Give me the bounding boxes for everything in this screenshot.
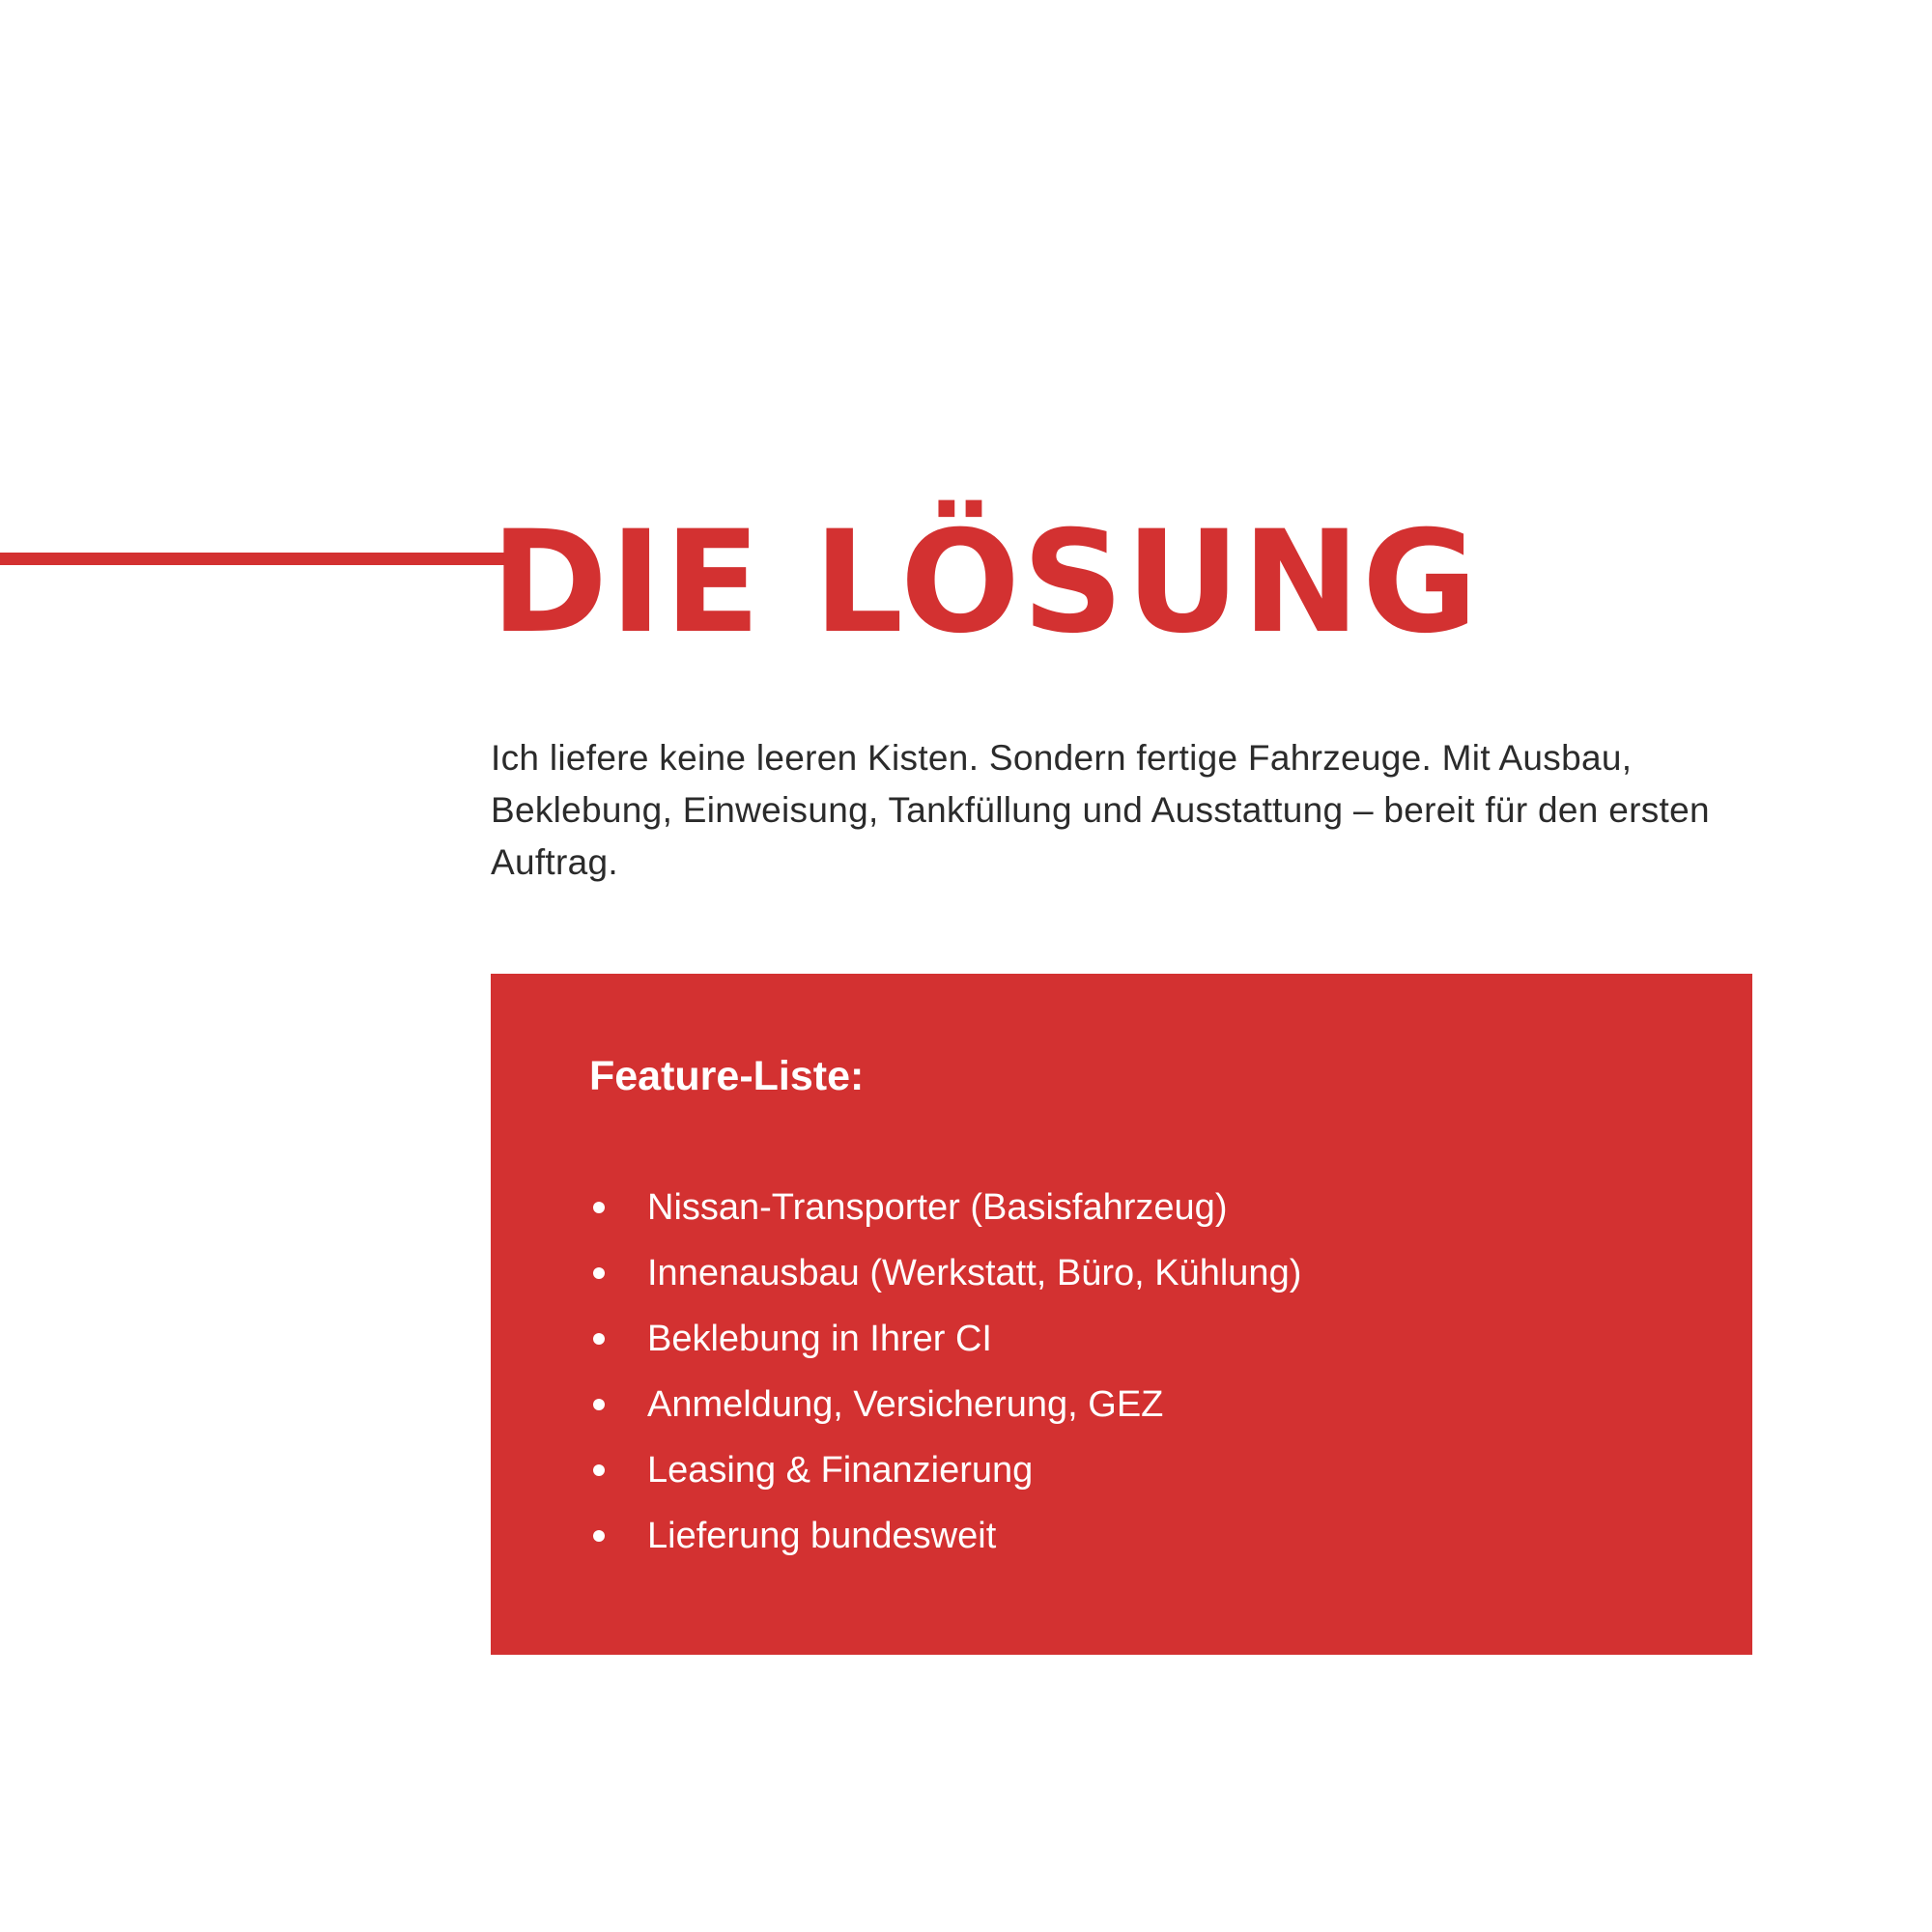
bullet-icon xyxy=(593,1267,605,1279)
list-item-label: Anmeldung, Versicherung, GEZ xyxy=(647,1384,1164,1425)
bullet-icon xyxy=(593,1530,605,1542)
bullet-icon xyxy=(593,1464,605,1476)
feature-list xyxy=(589,1175,1301,1569)
list-item-label: Innenausbau (Werkstatt, Büro, Kühlung) xyxy=(647,1253,1302,1293)
list-item-label: Lieferung bundesweit xyxy=(647,1516,997,1556)
list-item xyxy=(589,1240,1301,1306)
accent-line xyxy=(0,553,526,565)
list-item-label: Leasing & Finanzierung xyxy=(647,1450,1034,1491)
feature-heading: Feature-Liste: xyxy=(589,1053,865,1099)
list-item xyxy=(589,1372,1301,1437)
bullet-icon xyxy=(593,1399,605,1410)
list-item xyxy=(589,1306,1301,1372)
list-item-label: Nissan-Transporter (Basisfahrzeug) xyxy=(647,1187,1228,1228)
intro-paragraph: Ich liefere keine leeren Kisten. Sondern fertige Fahrzeuge. Mit Ausbau, Beklebung, Einweisung, Tankfüllung und Ausstattung – bereit für den ersten Auftrag. xyxy=(491,738,1710,882)
bullet-icon xyxy=(593,1333,605,1345)
list-item-label: Beklebung in Ihrer CI xyxy=(647,1319,992,1359)
bullet-icon xyxy=(593,1202,605,1213)
list-item xyxy=(589,1437,1301,1503)
page-title: DIE LÖSUNG xyxy=(491,500,1480,665)
list-item xyxy=(589,1175,1301,1240)
list-item xyxy=(589,1503,1301,1569)
feature-box xyxy=(491,974,1752,1655)
